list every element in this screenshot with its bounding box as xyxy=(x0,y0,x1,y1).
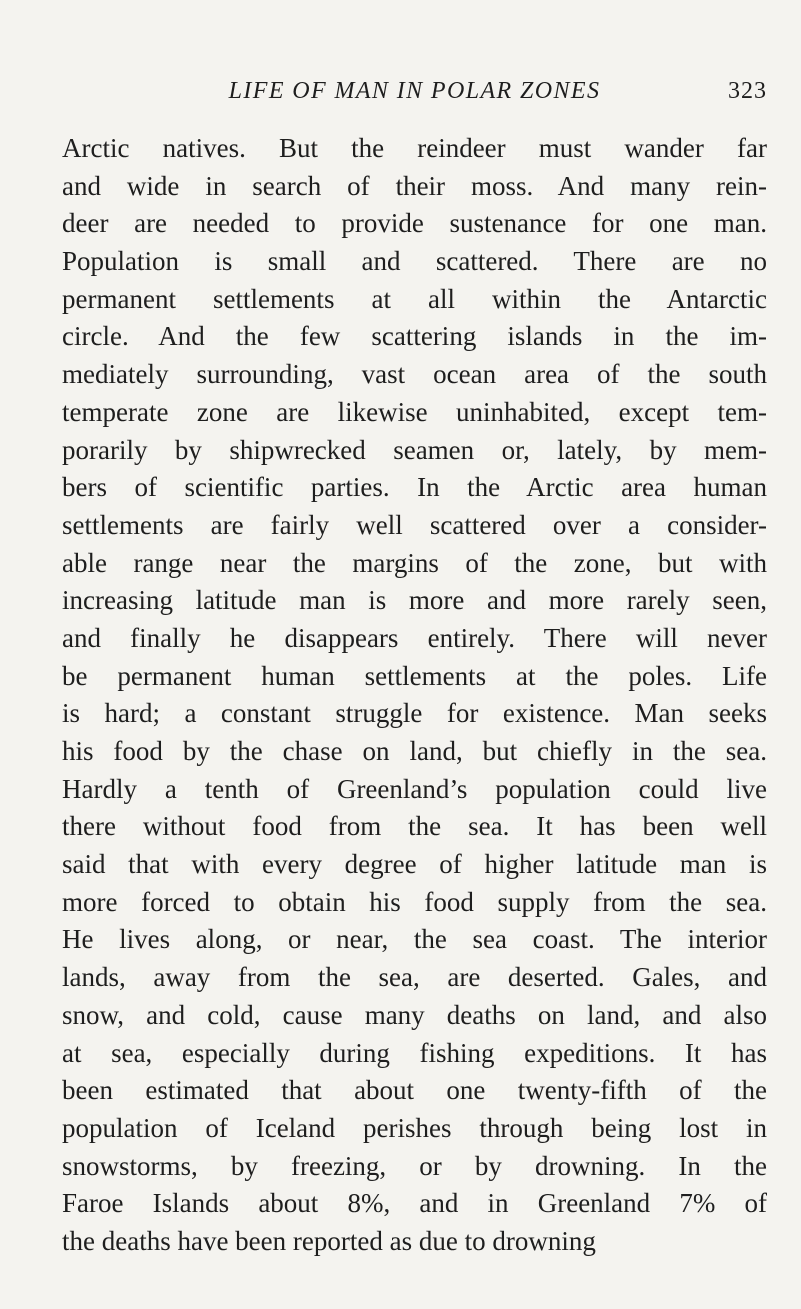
text-line: Hardly a tenth of Greenland’s population could live xyxy=(62,773,767,804)
text-line: be permanent human settlements at the poles. Life xyxy=(62,660,767,691)
text-line: lands, away from the sea, are deserted. Gales, and xyxy=(62,962,767,993)
text-line: deer are needed to provide sustenance for one man. xyxy=(62,208,767,239)
text-line: circle. And the few scattering islands in the im- xyxy=(62,321,767,352)
text-line: said that with every degree of higher latitude man is xyxy=(62,849,767,880)
text-line: able range near the margins of the zone, but with xyxy=(62,547,767,578)
text-line: is hard; a constant struggle for existence. Man seeks xyxy=(62,698,767,729)
text-line: mediately surrounding, vast ocean area of the south xyxy=(62,359,767,390)
running-title: LIFE OF MAN IN POLAR ZONES xyxy=(228,78,601,104)
text-line: bers of scientific parties. In the Arctic area human xyxy=(62,472,767,503)
text-line: snowstorms, by freezing, or by drowning. In the xyxy=(62,1150,767,1181)
text-line: increasing latitude man is more and more rarely seen, xyxy=(62,585,767,616)
text-line: Faroe Islands about 8%, and in Greenland 7% of xyxy=(62,1188,767,1219)
text-line: snow, and cold, cause many deaths on land, and also xyxy=(62,999,767,1030)
text-line: the deaths have been reported as due to drowning xyxy=(62,1225,596,1256)
text-line: his food by the chase on land, but chiefly in the sea. xyxy=(62,736,767,766)
text-line: settlements are fairly well scattered over a consider- xyxy=(62,509,767,540)
text-line: and wide in search of their moss. And many rein- xyxy=(62,170,767,201)
text-line: Population is small and scattered. There are no xyxy=(62,246,767,277)
text-line: and finally he disappears entirely. There will never xyxy=(62,622,767,653)
text-line: Arctic natives. But the reindeer must wander far xyxy=(62,133,767,163)
body-text xyxy=(62,130,767,1261)
text-line: temperate zone are likewise uninhabited, except tem- xyxy=(62,396,767,427)
running-head xyxy=(62,78,767,118)
text-line: porarily by shipwrecked seamen or, lately, by mem- xyxy=(62,434,767,465)
text-line: at sea, especially during fishing expeditions. It has xyxy=(62,1037,767,1068)
page-number: 323 xyxy=(728,78,767,104)
text-line: He lives along, or near, the sea coast. The interior xyxy=(62,924,767,955)
text-line: population of Iceland perishes through being lost in xyxy=(62,1112,767,1143)
text-line: there without food from the sea. It has been well xyxy=(62,811,767,842)
text-line: more forced to obtain his food supply from the sea. xyxy=(62,886,767,917)
text-line: permanent settlements at all within the Antarctic xyxy=(62,283,767,314)
text-line: been estimated that about one twenty-fifth of the xyxy=(62,1075,767,1106)
